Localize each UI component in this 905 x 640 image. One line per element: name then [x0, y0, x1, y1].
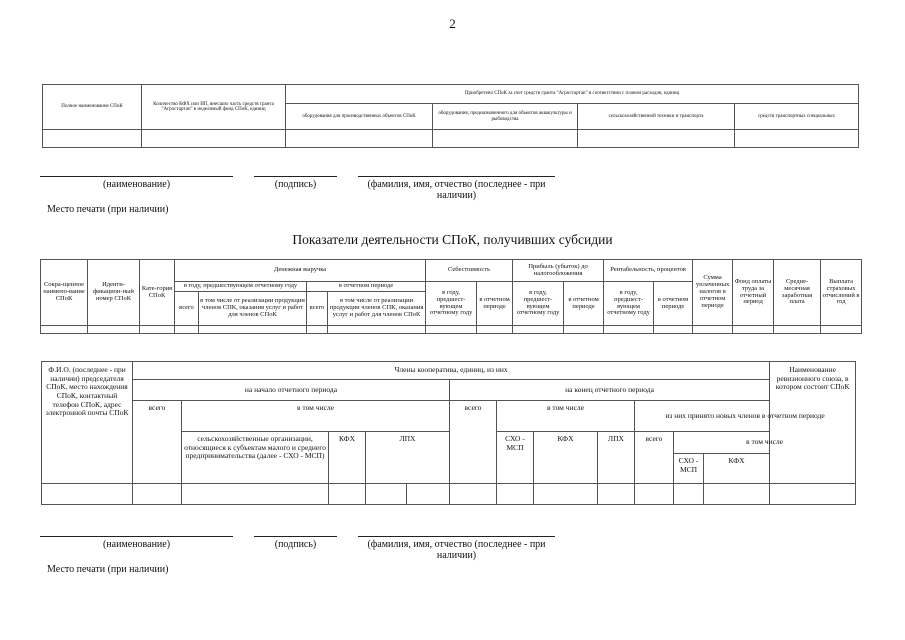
table-cell[interactable]: [42, 484, 133, 505]
col-members: Члены кооператива, единиц, из них: [133, 362, 770, 380]
col-end-sxo: СХО - МСП: [497, 432, 534, 484]
col-taxes: Сумма уплаченных налогов в отчетном периоде: [693, 260, 733, 326]
name-caption: (наименование): [102, 179, 171, 190]
col-purchased-group: Приобретено СПоК за счет средств гранта "Агростартап" в соответствии с планом расходов, единиц: [286, 85, 859, 104]
table-cell[interactable]: [175, 326, 199, 334]
performance-table: [40, 259, 862, 334]
col-avg-salary: Средне-месячная заработная плата: [774, 260, 821, 326]
table-cell[interactable]: [407, 484, 450, 505]
table-cell[interactable]: [821, 326, 862, 334]
table-cell[interactable]: [604, 326, 654, 334]
table-cell[interactable]: [450, 484, 497, 505]
col-new-members: из них принято новых членов в отчетном периоде: [635, 401, 856, 432]
col-end-total: всего: [450, 401, 497, 484]
table-cell[interactable]: [704, 484, 770, 505]
col-farm-count: Количество КФХ или ИП, внесших часть средств гранта "Агростартап" в неделимый фонд СПоК, единиц: [142, 85, 286, 130]
col-profit: Прибыль (убыток) до налогообложения: [513, 260, 604, 282]
table-cell[interactable]: [140, 326, 175, 334]
col-profitability: Рентабельность, процентов: [604, 260, 693, 282]
col-current-members: в том числе от реализации продукции членов СПК, оказания услуг и работ для членов СПоК: [328, 292, 426, 326]
col-revenue: Денежная выручка: [175, 260, 426, 282]
table-cell[interactable]: [497, 484, 534, 505]
col-insurance: Выплата страховых отчислений в год: [821, 260, 862, 326]
col-start-incl: в том числе: [182, 401, 450, 432]
col-revenue-prev-year: в году, предшествующем отчетному году: [175, 282, 307, 292]
fio-caption-2: (фамилия, имя, отчество (последнее - при наличии): [367, 539, 546, 561]
table-cell[interactable]: [735, 130, 859, 148]
table-cell[interactable]: [199, 326, 307, 334]
table-cell[interactable]: [774, 326, 821, 334]
table-cell[interactable]: [598, 484, 635, 505]
table-cell[interactable]: [88, 326, 140, 334]
col-profitability-current: в отчетном периоде: [654, 282, 693, 326]
signature-line-2: [254, 536, 337, 537]
grant-purchases-table: [42, 84, 859, 148]
stamp-place-2: Место печати (при наличии): [47, 564, 169, 575]
table-cell[interactable]: [770, 484, 856, 505]
col-new-incl: в том числе: [674, 432, 856, 454]
name-line: [40, 176, 233, 177]
signature-caption: (подпись): [274, 179, 317, 190]
section-title: Показатели деятельности СПоК, получивших субсидии: [292, 232, 613, 247]
table-cell[interactable]: [142, 130, 286, 148]
col-end-kfx: КФХ: [534, 432, 598, 484]
col-period-end: на конец отчетного периода: [450, 380, 770, 401]
members-table: [41, 361, 856, 505]
table-cell[interactable]: [133, 484, 182, 505]
col-aquaculture-equipment: оборудования, предназначенного для объектов аквакультуры и рыбоводства: [433, 104, 578, 130]
col-revenue-current: в отчетном периоде: [307, 282, 426, 292]
table-cell[interactable]: [307, 326, 328, 334]
col-cost: Себестоимость: [426, 260, 513, 282]
col-start-kfx: КФХ: [329, 432, 366, 484]
col-current-total: всего: [307, 292, 328, 326]
fio-line: [358, 176, 555, 177]
col-prev-total: всего: [175, 292, 199, 326]
col-cost-current: в отчетном периоде: [477, 282, 513, 326]
table-cell[interactable]: [693, 326, 733, 334]
col-profit-prev: в году, предшест-вующем отчетному году: [513, 282, 564, 326]
table-row: [43, 130, 859, 148]
table-cell[interactable]: [286, 130, 433, 148]
col-labor-fund: Фонд оплаты труда за отчетный период: [733, 260, 774, 326]
signature-line: [254, 176, 337, 177]
col-cost-prev: в году, предшест-вующем отчетному году: [426, 282, 477, 326]
col-start-total: всего: [133, 401, 182, 484]
table-cell[interactable]: [654, 326, 693, 334]
stamp-place: Место печати (при наличии): [47, 204, 169, 215]
table-row: [42, 484, 856, 505]
table-cell[interactable]: [534, 484, 598, 505]
table-cell[interactable]: [564, 326, 604, 334]
col-new-sxo: СХО - МСП: [674, 454, 704, 484]
table-cell[interactable]: [43, 130, 142, 148]
col-category: Кате-гория СПоК: [140, 260, 175, 326]
table-row: [41, 326, 862, 334]
col-agri-machinery: сельскохозяйственной техники и транспорта: [578, 104, 735, 130]
table-cell[interactable]: [733, 326, 774, 334]
col-new-kfx: КФХ: [704, 454, 770, 484]
col-production-equipment: оборудования для производственных объектов СПоК: [286, 104, 433, 130]
col-prev-members: в том числе от реализации продукции членов СПК, оказания услуг и работ для членов СПоК: [199, 292, 307, 326]
col-period-start: на начало отчетного периода: [133, 380, 450, 401]
col-start-sxo: сельскохозяйственные организации, относящиеся к субъектам малого и среднего предпринимательства (далее - СХО - МСП): [182, 432, 329, 484]
name-caption-2: (наименование): [102, 539, 171, 550]
col-profit-current: в отчетном периоде: [564, 282, 604, 326]
col-chairman-contacts: Ф.И.О. (последнее - при наличии) председателя СПоК, место нахождения СПоК, контактный телефон СПоК, адрес электронной почты СПоК: [42, 362, 133, 484]
col-start-lpx: ЛПХ: [366, 432, 450, 484]
col-full-name: Полное наименование СПоК: [43, 85, 142, 130]
table-cell[interactable]: [433, 130, 578, 148]
table-cell[interactable]: [41, 326, 88, 334]
table-cell[interactable]: [426, 326, 477, 334]
page-number: 2: [449, 16, 456, 31]
col-profitability-prev: в году, предшест-вующем отчетному году: [604, 282, 654, 326]
table-cell[interactable]: [674, 484, 704, 505]
table-cell[interactable]: [578, 130, 735, 148]
table-cell[interactable]: [328, 326, 426, 334]
col-new-total: всего: [635, 432, 674, 484]
signature-caption-2: (подпись): [274, 539, 317, 550]
col-id-number: Иденти-фикацион-ный номер СПоК: [88, 260, 140, 326]
name-line-2: [40, 536, 233, 537]
table-cell[interactable]: [366, 484, 407, 505]
fio-line-2: [358, 536, 555, 537]
table-cell[interactable]: [329, 484, 366, 505]
col-end-lpx: ЛПХ: [598, 432, 635, 484]
table-cell[interactable]: [635, 484, 674, 505]
table-cell[interactable]: [477, 326, 513, 334]
col-short-name: Сокра-щенное наимено-вание СПоК: [41, 260, 88, 326]
col-audit-union: Наименование ревизионного союза, в котором состоит СПоК: [770, 362, 856, 484]
fio-caption: (фамилия, имя, отчество (последнее - при наличии): [367, 179, 546, 201]
table-cell[interactable]: [182, 484, 329, 505]
table-cell[interactable]: [513, 326, 564, 334]
col-end-incl: в том числе: [497, 401, 635, 432]
col-special-vehicles: средств транспортных специальных: [735, 104, 859, 130]
